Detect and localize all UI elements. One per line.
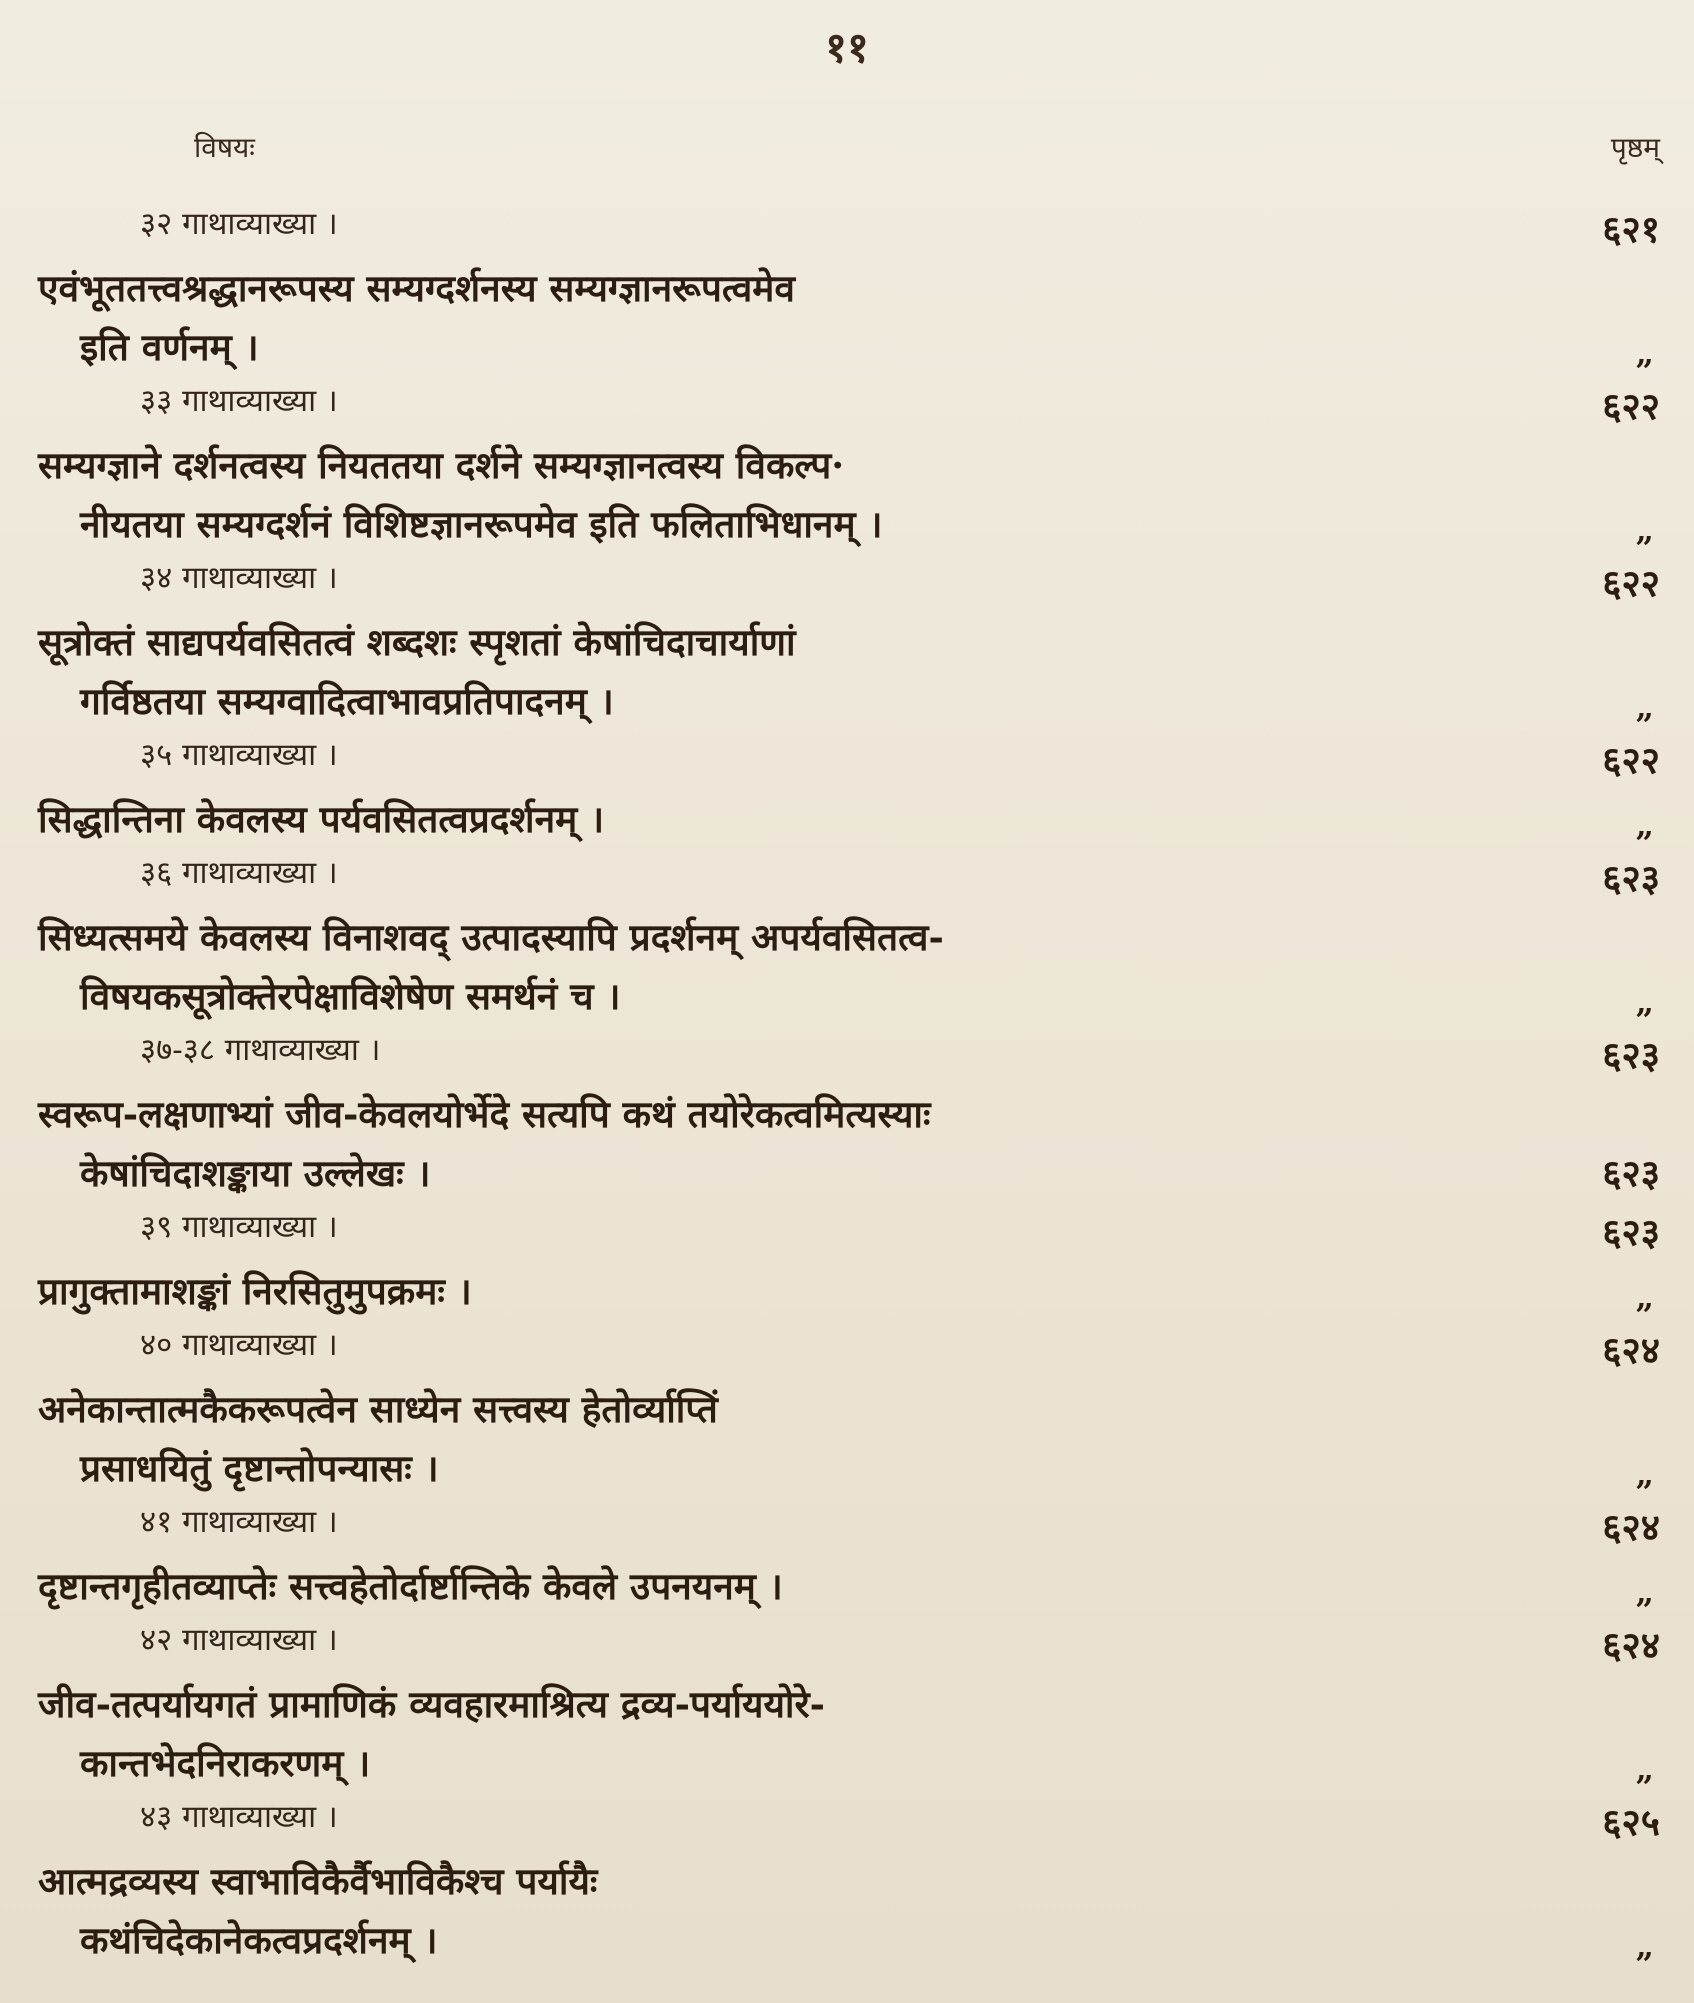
page-reference: ६२४: [1602, 1328, 1660, 1372]
topic-entry: [0, 668, 1694, 727]
gatha-entry: [0, 550, 1694, 609]
page-reference: ६२४: [1602, 1505, 1660, 1549]
topic-entry: [0, 1435, 1694, 1494]
entry-text: आत्मद्रव्यस्य स्वाभाविकैर्वैभाविकैश्च पर्यायैः: [38, 1859, 598, 1903]
page-reference: ६२३: [1602, 856, 1660, 900]
entry-text: सिध्यत्समये केवलस्य विनाशवद् उत्पादस्यापि प्रदर्शनम् अपर्यवसितत्व-: [38, 915, 944, 959]
gatha-entry: [0, 1612, 1694, 1671]
entry-text: ३२ गाथाव्याख्या ।: [140, 206, 338, 242]
gatha-entry: [0, 196, 1694, 255]
entry-text: ४० गाथाव्याख्या ।: [140, 1327, 338, 1363]
entry-text: अनेकान्तात्मकैकरूपत्वेन साध्येन सत्त्वस्य हेतोर्व्याप्तिं: [38, 1387, 718, 1431]
topic-entry: [0, 904, 1694, 963]
entry-text: इति वर्णनम् ।: [80, 325, 259, 369]
topic-entry: [0, 491, 1694, 550]
entry-text: ४१ गाथाव्याख्या ।: [140, 1504, 338, 1540]
ditto-mark: „: [1635, 334, 1654, 372]
page-reference: ६२५: [1602, 1800, 1660, 1844]
ditto-mark: „: [1635, 1278, 1654, 1316]
ditto-mark: „: [1635, 688, 1654, 726]
page-reference: ६२४: [1602, 1623, 1660, 1667]
entry-text: दृष्टान्तगृहीतव्याप्तेः सत्त्वहेतोर्दार्ष्टान्तिके केवले उपनयनम् ।: [38, 1564, 783, 1608]
ditto-mark: „: [1635, 983, 1654, 1021]
topic-entry: [0, 963, 1694, 1022]
topic-entry: [0, 255, 1694, 314]
topic-entry: [0, 1081, 1694, 1140]
topic-entry: [0, 1730, 1694, 1789]
entry-text: ३५ गाथाव्याख्या ।: [140, 737, 338, 773]
ditto-mark: „: [1635, 511, 1654, 549]
gatha-entry: [0, 1199, 1694, 1258]
gatha-entry: [0, 373, 1694, 432]
entry-text: सम्यग्ज्ञाने दर्शनत्वस्य नियततया दर्शने सम्यग्ज्ञानत्वस्य विकल्प·: [38, 443, 845, 487]
entry-text: ४२ गाथाव्याख्या ।: [140, 1622, 338, 1658]
gatha-entry: [0, 1022, 1694, 1081]
gatha-entry: [0, 845, 1694, 904]
topic-entry: [0, 1258, 1694, 1317]
entry-text: एवंभूततत्त्वश्रद्धानरूपस्य सम्यग्दर्शनस्य सम्यग्ज्ञानरूपत्वमेव: [38, 266, 795, 310]
entry-text: जीव-तत्पर्यायगतं प्रामाणिकं व्यवहारमाश्रित्य द्रव्य-पर्याययोरे-: [38, 1682, 826, 1726]
ditto-mark: „: [1635, 1750, 1654, 1788]
page-reference: ६२२: [1602, 561, 1660, 605]
entry-text: ३४ गाथाव्याख्या ।: [140, 560, 338, 596]
topic-entry: [0, 1907, 1694, 1966]
page-reference: ६२२: [1602, 738, 1660, 782]
page-reference: ६२२: [1602, 384, 1660, 428]
page-reference: ६२३: [1602, 1210, 1660, 1254]
ditto-mark: „: [1635, 1927, 1654, 1965]
topic-entry: [0, 1140, 1694, 1199]
gatha-entry: [0, 1789, 1694, 1848]
page-reference: ६२३: [1602, 1151, 1660, 1195]
page-column-header: पृष्ठम्: [1610, 131, 1660, 164]
topic-entry: [0, 314, 1694, 373]
topic-entry: [0, 432, 1694, 491]
entry-text: ३३ गाथाव्याख्या ।: [140, 383, 338, 419]
entry-text: गर्विष्ठतया सम्यग्वादित्वाभावप्रतिपादनम् ।: [80, 679, 614, 723]
page-reference: ६२३: [1602, 1033, 1660, 1077]
ditto-mark: „: [1635, 1573, 1654, 1611]
entry-text: कथंचिदेकानेकत्वप्रदर्शनम् ।: [80, 1918, 438, 1962]
entry-text: कान्तभेदनिराकरणम् ।: [80, 1741, 371, 1785]
entry-text: नीयतया सम्यग्दर्शनं विशिष्टज्ञानरूपमेव इति फलिताभिधानम् ।: [80, 502, 883, 546]
entry-text: ३७-३८ गाथाव्याख्या ।: [140, 1032, 381, 1068]
entry-text: सूत्रोक्तं साद्यपर्यवसितत्वं शब्दशः स्पृशतां केषांचिदाचार्याणां: [38, 620, 796, 664]
page-reference: ६२१: [1602, 207, 1660, 251]
topic-entry: [0, 1671, 1694, 1730]
contents-list: [0, 196, 1694, 1966]
entry-text: केषांचिदाशङ्काया उल्लेखः ।: [80, 1151, 431, 1195]
entry-text: ४३ गाथाव्याख्या ।: [140, 1799, 338, 1835]
entry-text: ३६ गाथाव्याख्या ।: [140, 855, 338, 891]
topic-entry: [0, 1553, 1694, 1612]
entry-text: प्रसाधयितुं दृष्टान्तोपन्यासः ।: [80, 1446, 439, 1490]
ditto-mark: „: [1635, 806, 1654, 844]
gatha-entry: [0, 1494, 1694, 1553]
gatha-entry: [0, 1317, 1694, 1376]
ditto-mark: „: [1635, 1455, 1654, 1493]
topic-entry: [0, 786, 1694, 845]
topic-entry: [0, 1376, 1694, 1435]
entry-text: ३९ गाथाव्याख्या ।: [140, 1209, 338, 1245]
subject-column-header: विषयः: [194, 131, 255, 164]
topic-entry: [0, 1848, 1694, 1907]
page-number: ११: [825, 23, 869, 72]
entry-text: सिद्धान्तिना केवलस्य पर्यवसितत्वप्रदर्शनम् ।: [38, 797, 605, 841]
entry-text: स्वरूप-लक्षणाभ्यां जीव-केवलयोर्भेदे सत्यपि कथं तयोरेकत्वमित्यस्याः: [38, 1092, 931, 1136]
entry-text: प्रागुक्तामाशङ्कां निरसितुमुपक्रमः ।: [38, 1269, 472, 1313]
topic-entry: [0, 609, 1694, 668]
gatha-entry: [0, 727, 1694, 786]
entry-text: विषयकसूत्रोक्तेरपेक्षाविशेषेण समर्थनं च ।: [80, 974, 621, 1018]
